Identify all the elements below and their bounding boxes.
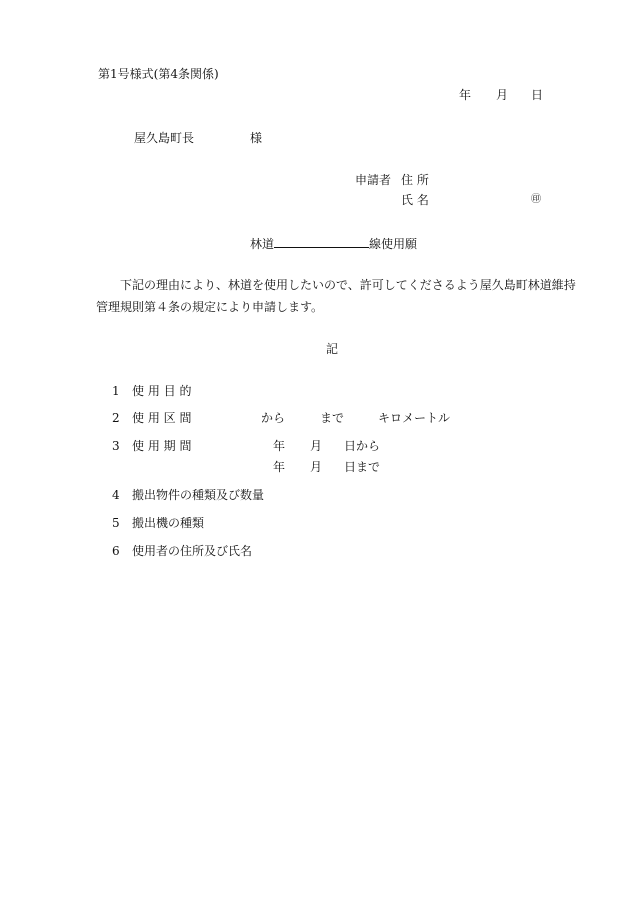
item-number: 2 [112, 411, 120, 425]
title-prefix: 林道 [250, 237, 275, 251]
form-number: 第1号様式(第4条関係) [98, 67, 219, 81]
section-from: から [261, 411, 286, 425]
section-unit: キロメートル [378, 411, 451, 425]
period-start-year: 年 [273, 439, 286, 453]
period-start-day: 日から [344, 439, 381, 453]
forest-road-name-blank [274, 236, 369, 248]
item-number: 5 [112, 516, 120, 530]
section-to: まで [320, 411, 345, 425]
seal-mark: ㊞ [531, 194, 541, 205]
item-period [112, 439, 191, 453]
item-label: 搬出機の種類 [132, 516, 205, 530]
document-title [250, 236, 417, 251]
applicant-address-label: 住 所 [401, 173, 429, 187]
ki-heading: 記 [326, 342, 339, 356]
addressee-honorific: 様 [250, 131, 263, 145]
item-label: 使 用 期 間 [132, 439, 192, 453]
period-start-month: 月 [310, 439, 323, 453]
item-purpose [112, 384, 191, 398]
period-end-day: 日まで [344, 460, 381, 474]
item-number: 6 [112, 544, 120, 558]
date-month-label: 月 [496, 88, 509, 102]
title-suffix: 線使用願 [369, 237, 418, 251]
item-cargo [112, 488, 264, 502]
date-year-label: 年 [459, 88, 472, 102]
item-machine [112, 516, 204, 530]
applicant-label: 申請者 [355, 173, 392, 187]
period-end-month: 月 [310, 460, 323, 474]
item-label: 使用者の住所及び氏名 [132, 544, 253, 558]
item-section [112, 411, 191, 425]
item-user [112, 544, 252, 558]
item-number: 4 [112, 488, 120, 502]
request-paragraph: 下記の理由により、林道を使用したいので、許可してくださるよう屋久島町林道維持管理規則第４条の規定により申請します。 [96, 278, 576, 314]
period-end-year: 年 [273, 460, 286, 474]
date-day-label: 日 [531, 88, 544, 102]
item-label: 使 用 区 間 [132, 411, 192, 425]
addressee-name: 屋久島町長 [134, 131, 195, 145]
item-number: 1 [112, 384, 120, 398]
item-label: 使 用 目 的 [132, 384, 192, 398]
item-number: 3 [112, 439, 120, 453]
applicant-name-label: 氏 名 [401, 193, 429, 207]
item-label: 搬出物件の種類及び数量 [132, 488, 265, 502]
